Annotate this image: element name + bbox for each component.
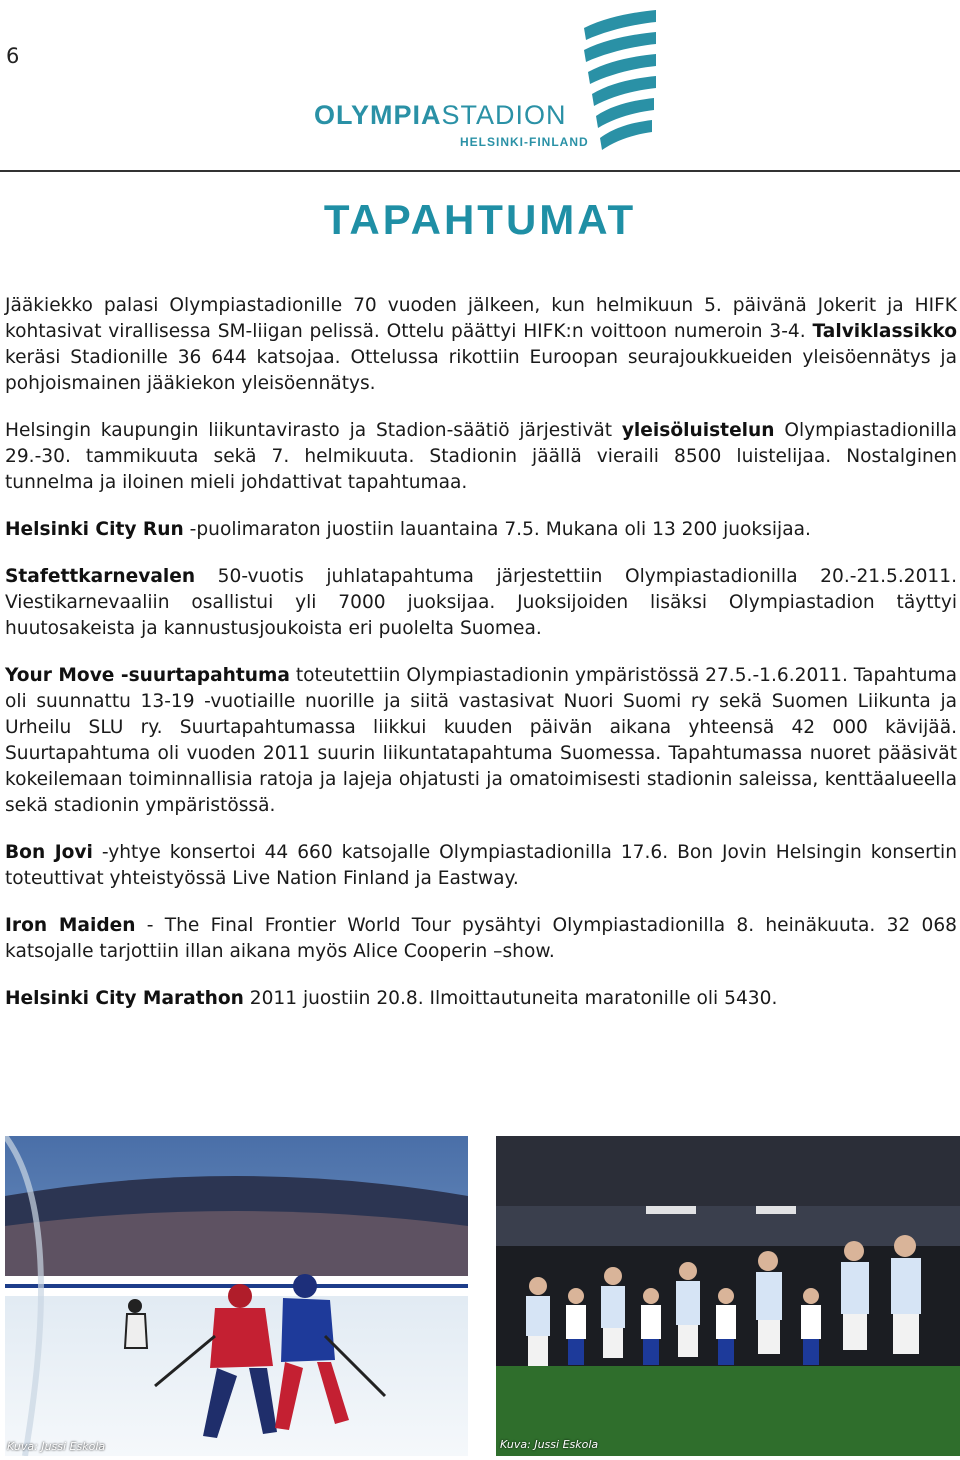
highlighted-event-name: Iron Maiden	[5, 915, 136, 936]
olympiastadion-logo	[310, 8, 660, 158]
paragraph-text: 50-vuotis juhlatapahtuma järjestettiin Olympiastadionilla 20.-21.5.2011. Viestikarnevaaliin osallistui yli 7000 juoksijaa. Juoksijoiden lisäksi Olympiastadion täyttyi huutosakeista ja kannustusjoukoista eri puolelta Suomea.	[5, 566, 957, 639]
highlighted-event-name: Helsinki City Run	[5, 519, 184, 540]
logo-subtitle: HELSINKI-FINLAND	[460, 135, 589, 149]
article-body	[5, 293, 957, 1033]
paragraph-text: -puolimaraton juostiin lauantaina 7.5. Mukana oli 13 200 juoksijaa.	[183, 519, 811, 540]
tower-stripes-icon	[578, 8, 660, 158]
highlighted-event-name: Bon Jovi	[5, 842, 93, 863]
paragraph-3	[5, 517, 957, 543]
paragraph-7	[5, 913, 957, 965]
highlighted-event-name: yleisöluistelun	[621, 420, 775, 441]
hockey-photo-credit: Kuva: Jussi Eskola	[7, 1440, 106, 1453]
logo-name-regular: STADION	[441, 100, 567, 130]
header-divider	[0, 170, 960, 172]
paragraph-text: - The Final Frontier World Tour pysähtyi Olympiastadionilla 8. heinäkuuta. 32 068 katsojalle tarjottiin illan aikana myös Alice Cooperin –show.	[5, 915, 957, 962]
paragraph-text: Helsingin kaupungin liikuntavirasto ja Stadion-säätiö järjestivät	[5, 420, 622, 441]
logo-name-bold: OLYMPIA	[314, 100, 442, 130]
paragraph-4	[5, 564, 957, 642]
paragraph-2	[5, 418, 957, 496]
paragraph-text: keräsi Stadionille 36 644 katsojaa. Ottelussa rikottiin Euroopan seurajoukkueiden yleisöennätys ja pohjoismainen jääkiekon yleisöennätys.	[5, 347, 957, 394]
paragraph-text: 2011 juostiin 20.8. Ilmoittautuneita maratonille oli 5430.	[243, 988, 778, 1009]
logo-wordmark	[314, 100, 567, 131]
highlighted-event-name: Helsinki City Marathon	[5, 988, 244, 1009]
paragraph-text: Olympiastadionilla 29.-30. tammikuuta sekä 7. helmikuuta. Stadionin jäällä vieraili 8500 luistelijaa. Nostalginen tunnelma ja iloinen mieli johdattivat tapahtumaa.	[5, 420, 957, 493]
football-photo-credit: Kuva: Jussi Eskola	[500, 1438, 599, 1451]
paragraph-text: toteutettiin Olympiastadionin ympäristössä 27.5.-1.6.2011. Tapahtuma oli suunnattu 13-19 -vuotiaille nuorille ja siitä vastasivat Nuori Suomi ry sekä Suomen Liikunta ja Urheilu SLU ry. Suurtapahtumassa liikkui kuuden päivän aikana yhteensä 42 000 kävijää. Suurtapahtuma oli vuoden 2011 suurin liikuntatapahtuma Suomessa. Tapahtumassa nuoret pääsivät kokeilemaan toiminnallisia ratoja ja lajeja ohjatusti ja omatoimisesti stadionin saleissa, kenttäalueella sekä stadionin ympäristössä.	[5, 665, 958, 816]
ice-hockey-photo	[5, 1136, 468, 1456]
football-team-photo	[496, 1136, 960, 1456]
paragraph-5	[5, 663, 957, 819]
paragraph-6	[5, 840, 957, 892]
paragraph-text: -yhtye konsertoi 44 660 katsojalle Olympiastadionilla 17.6. Bon Jovin Helsingin konsertin toteuttivat yhteistyössä Live Nation Finland ja Eastway.	[5, 842, 957, 889]
paragraph-text: Jääkiekko palasi Olympiastadionille 70 vuoden jälkeen, kun helmikuun 5. päivänä Jokerit ja HIFK kohtasivat virallisessa SM-liigan pelissä. Ottelu päättyi HIFK:n voittoon numeroin 3-4.	[5, 295, 957, 342]
page-number: 6	[6, 44, 20, 68]
paragraph-8	[5, 986, 957, 1012]
highlighted-event-name: Your Move -suurtapahtuma	[5, 665, 290, 686]
highlighted-event-name: Talviklassikko	[812, 321, 957, 342]
paragraph-1	[5, 293, 957, 397]
highlighted-event-name: Stafettkarnevalen	[5, 566, 196, 587]
section-title: TAPAHTUMAT	[323, 196, 637, 243]
